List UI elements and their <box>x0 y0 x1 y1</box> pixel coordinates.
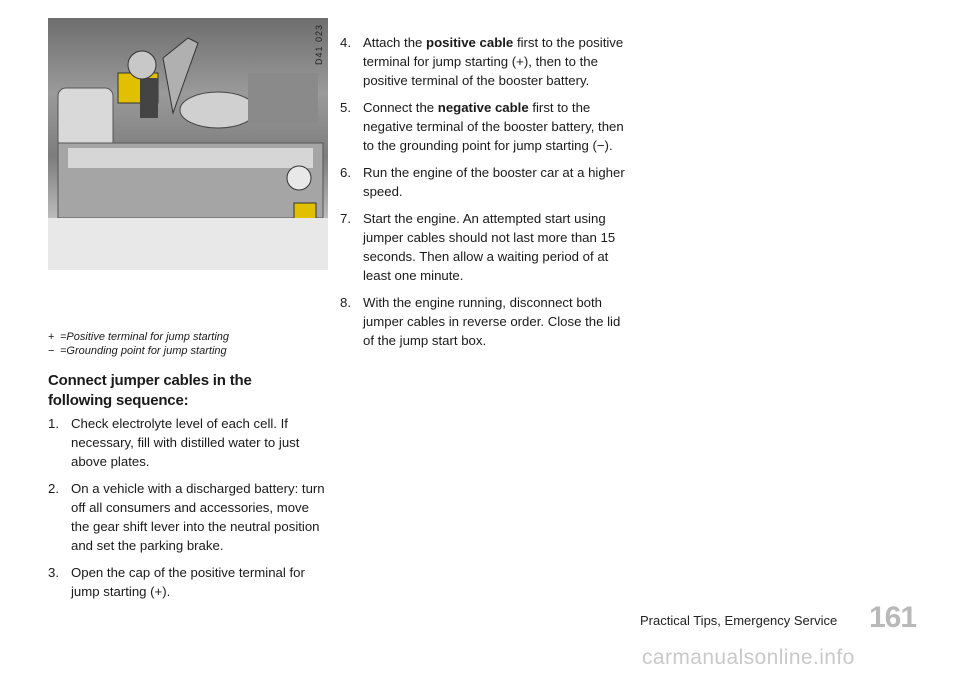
watermark-text: carmanualsonline.info <box>642 646 855 669</box>
step-text-after: first to the negative terminal of the booster battery, then to the grounding point for jump starting (−). <box>363 100 624 153</box>
engine-illustration <box>48 18 328 270</box>
step-text-after: first to the positive terminal for jump starting (+), then to the positive terminal of the booster battery. <box>363 35 624 88</box>
step-item <box>340 293 630 350</box>
step-text-before: Connect the <box>363 100 438 115</box>
step-item <box>48 563 328 601</box>
step-text: Check electrolyte level of each cell. If necessary, fill with distilled water to just above plates. <box>71 416 300 469</box>
legend-symbol: + <box>48 331 55 343</box>
step-item <box>48 414 328 471</box>
page-number: 161 <box>869 601 917 634</box>
step-number: 8. <box>340 295 351 310</box>
step-item <box>340 163 630 201</box>
legend-symbol: − <box>48 345 55 357</box>
step-number: 4. <box>340 35 351 50</box>
legend-text: =Grounding point for jump starting <box>60 345 227 357</box>
image-code: D41 023 <box>314 24 324 66</box>
step-emphasis: positive cable <box>426 35 514 50</box>
figure-legend <box>48 330 229 358</box>
steps-list-right <box>340 33 630 358</box>
step-text-before: Attach the <box>363 35 427 50</box>
step-item <box>340 209 630 285</box>
step-emphasis: negative cable <box>437 100 529 115</box>
legend-text: =Positive terminal for jump starting <box>60 331 230 343</box>
step-text: Start the engine. An attempted start using jumper cables should not last more than 15 seconds. Then allow a waiting period of at least one minute. <box>363 211 616 283</box>
step-number: 2. <box>48 481 59 496</box>
step-number: 6. <box>340 165 351 180</box>
step-item <box>340 98 630 155</box>
step-number: 1. <box>48 416 59 431</box>
footer-section-title: Practical Tips, Emergency Service <box>640 613 838 628</box>
step-item <box>340 33 630 90</box>
legend-row-positive <box>48 330 229 344</box>
step-text: On a vehicle with a discharged battery: turn off all consumers and accessories, move the gear shift lever into the neutral position and set the parking brake. <box>71 481 325 553</box>
engine-bay-photo <box>48 18 328 270</box>
step-number: 5. <box>340 100 351 115</box>
steps-list-left <box>48 414 328 609</box>
step-number: 3. <box>48 565 59 580</box>
step-item <box>48 479 328 555</box>
legend-row-ground <box>48 344 229 358</box>
step-text: Open the cap of the positive terminal for jump starting (+). <box>71 565 305 599</box>
step-text: Run the engine of the booster car at a higher speed. <box>363 165 625 199</box>
step-text: With the engine running, disconnect both jumper cables in reverse order. Close the lid of the jump start box. <box>363 295 621 348</box>
step-number: 7. <box>340 211 351 226</box>
section-heading: Connect jumper cables in the following sequence: <box>48 372 252 409</box>
